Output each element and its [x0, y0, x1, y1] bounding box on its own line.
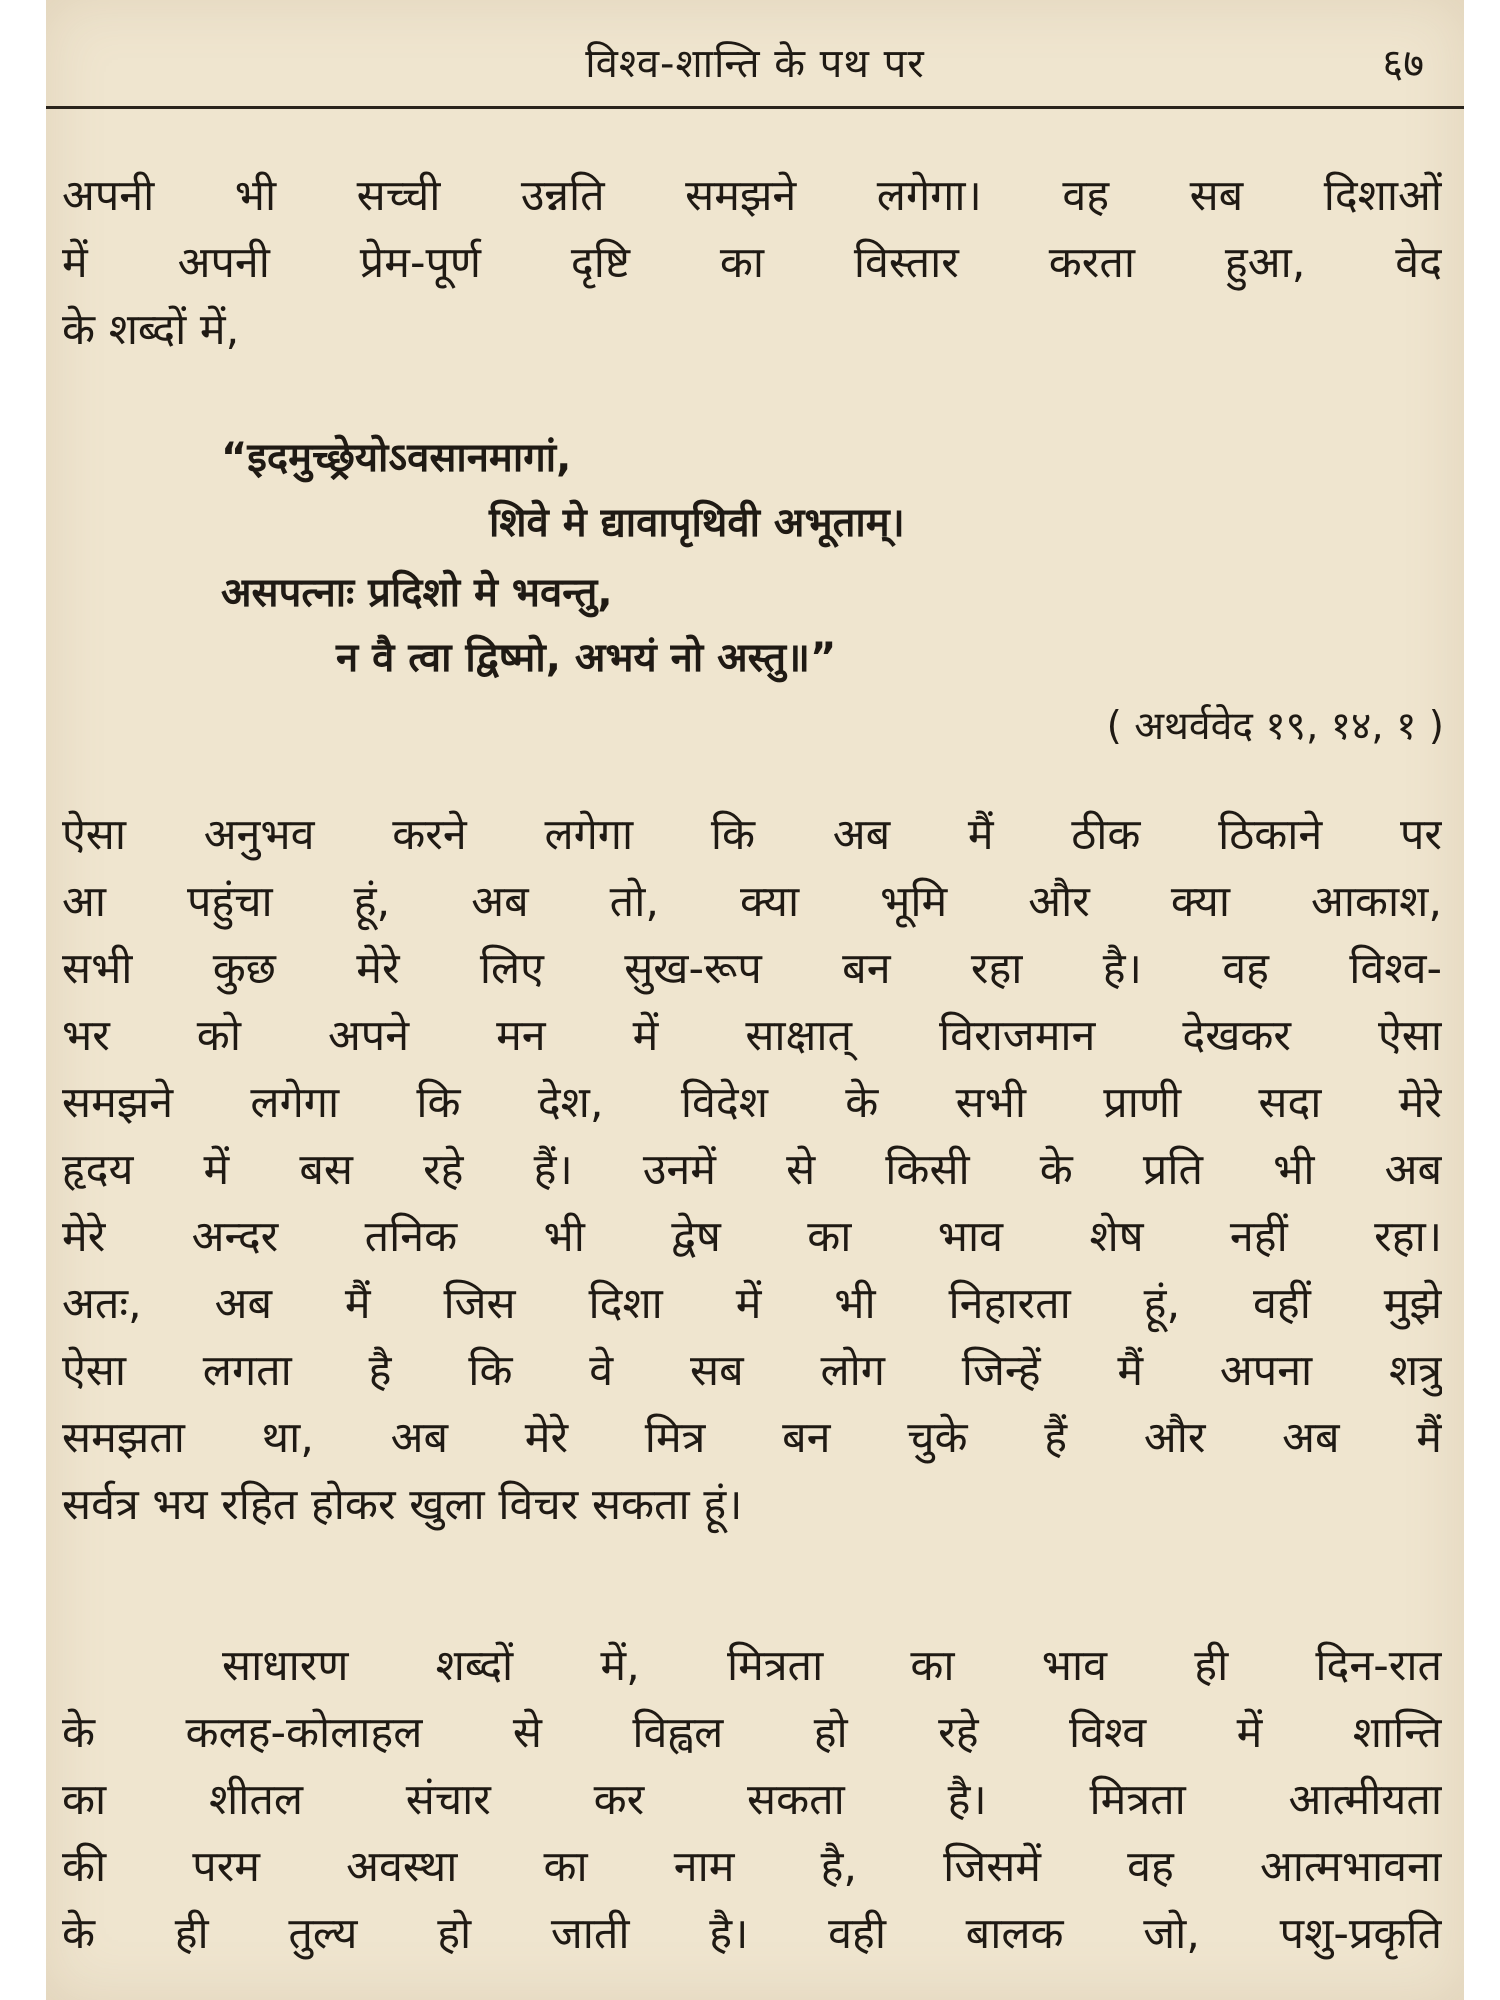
paragraph-3 — [62, 1633, 1442, 1968]
header-rule — [46, 106, 1464, 109]
text-line: के कलह-कोलाहल से विह्वल हो रहे विश्व में शान्ति — [62, 1708, 1442, 1758]
text-line: सभी कुछ मेरे लिए सुख-रूप बन रहा है। वह विश्व- — [62, 944, 1442, 994]
text-line: के शब्दों में, — [62, 305, 240, 355]
verse-line-2: शिवे मे द्यावापृथिवी अभूताम्। — [489, 500, 905, 546]
text-line: के ही तुल्य हो जाती है। वही बालक जो, पशु-प्रकृति — [62, 1909, 1442, 1959]
paragraph-2 — [62, 802, 1442, 1539]
text-line: समझता था, अब मेरे मित्र बन चुके हैं और अब मैं — [62, 1413, 1442, 1463]
text-line: आ पहुंचा हूं, अब तो, क्या भूमि और क्या आकाश, — [62, 877, 1442, 927]
text-line: सर्वत्र भय रहित होकर खुला विचर सकता हूं। — [62, 1480, 743, 1530]
verse-line-3: असपत्नाः प्रदिशो मे भवन्तु, — [221, 570, 613, 616]
page-header — [46, 20, 1464, 100]
verse-line-4: न वै त्वा द्विष्मो, अभयं नो अस्तु॥” — [336, 635, 837, 681]
text-line: साधारण शब्दों में, मित्रता का भाव ही दिन-रात — [222, 1641, 1442, 1691]
text-line: की परम अवस्था का नाम है, जिसमें वह आत्मभावना — [62, 1842, 1442, 1892]
book-page — [46, 0, 1464, 2000]
running-title: विश्व-शान्ति के पथ पर — [585, 41, 925, 87]
text-line: भर को अपने मन में साक्षात् विराजमान देखकर ऐसा — [62, 1011, 1442, 1061]
page-number: ६७ — [1382, 41, 1424, 87]
verse-citation: ( अथर्ववेद १९, १४, १ ) — [1106, 704, 1444, 749]
verse-line-1: “इदमुच्छ्रेयोऽवसानमागां, — [221, 435, 572, 481]
text-line: समझने लगेगा कि देश, विदेश के सभी प्राणी सदा मेरे — [62, 1078, 1442, 1128]
text-line: अपनी भी सच्ची उन्नति समझने लगेगा। वह सब दिशाओं — [62, 171, 1442, 221]
text-line: ऐसा लगता है कि वे सब लोग जिन्हें मैं अपना शत्रु — [62, 1346, 1442, 1396]
paragraph-1 — [62, 163, 1442, 364]
text-line: का शीतल संचार कर सकता है। मित्रता आत्मीयता — [62, 1775, 1442, 1825]
text-line: में अपनी प्रेम-पूर्ण दृष्टि का विस्तार करता हुआ, वेद — [62, 238, 1442, 288]
text-line: अतः, अब मैं जिस दिशा में भी निहारता हूं, वहीं मुझे — [62, 1279, 1442, 1329]
text-line: ऐसा अनुभव करने लगेगा कि अब मैं ठीक ठिकाने पर — [62, 810, 1442, 860]
text-line: मेरे अन्दर तनिक भी द्वेष का भाव शेष नहीं रहा। — [62, 1212, 1442, 1262]
text-line: हृदय में बस रहे हैं। उनमें से किसी के प्रति भी अब — [62, 1145, 1442, 1195]
